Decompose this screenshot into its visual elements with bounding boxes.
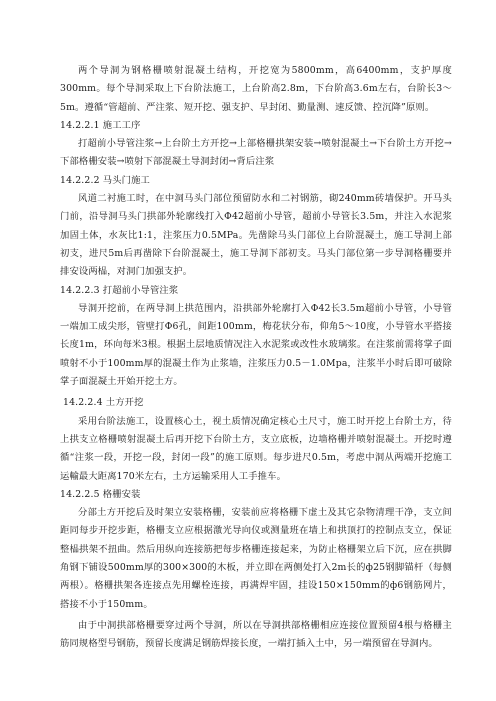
construction-sequence-paragraph: 打超前小导管注浆→上台阶土方开挖→上部格栅拱架安装→喷射混凝土→下台阶土方开挖→下部格栅安装→喷射下部混凝土导洞封闭→背后注浆 bbox=[60, 138, 452, 168]
section-heading-horsehead-door: 14.2.2.2 马头门施工 bbox=[60, 174, 150, 186]
section-heading-grid-installation: 14.2.2.5 格栅安装 bbox=[60, 488, 141, 500]
middle-tunnel-grid-paragraph: 由于中洞拱部格栅要穿过两个导洞，所以在导洞拱部格栅相应连接位置预留4根与格栅主筋同规格型号钢筋，预留长度满足钢筋焊接长度，一端打插入土中，另一端预留在导洞内。 bbox=[60, 619, 452, 650]
grid-installation-paragraph: 分部土方开挖后及时架立安装格栅，安装前应将格栅下虚土及其它杂物清理干净，支立间距同每步开挖步距，格栅支立应根据激光导向仪或测量班在墙上和拱顶打的控制点支立，保证整榀拱架不扭曲。然后用纵向连接筋把每步格栅连接起来，为防止格栅架立后下沉，应在拱脚角钢下铺设500mm厚的300×300的木板，并立即在两侧处打入2m长的ф25钢脚锚杆（每侧两根）。格栅拱架各连接点先用螺栓连接，再满焊牢固，挂设150×150mm的ф6钢筋网片，搭接不小于150mm。 bbox=[60, 507, 452, 610]
horsehead-door-paragraph: 风道二衬施工时，在中洞马头门部位预留防水和二衬钢筋，砌240mm砖墙保护。开马头门前，沿导洞马头门拱部外轮廓线打入Φ42超前小导管，超前小导管长3.5m，并注入水泥浆加固土体，水灰比1:1，注浆压力0.5MPa。先凿除马头门部位上台阶混凝土，施工导洞上部初支，进尺5m后再凿除下台阶混凝土，施工导洞下部初支。马头门部位第一步导洞格栅要并排安设两榀，对洞门加强支护。 bbox=[60, 193, 452, 278]
section-heading-advance-pipe-grouting: 14.2.2.3 打超前小导管注浆 bbox=[60, 284, 179, 296]
earth-excavation-paragraph: 采用台阶法施工，设置核心土，视土质情况确定核心土尺寸，施工时开挖上台阶土方，待上拱支立格栅喷射混凝土后再开挖下台阶土方，支立底板，边墙格栅并喷射混凝土。开挖时遵循“注浆一段，开挖一段，封闭一段”的施工原则。每步进尺0.5m，考虑中洞从两端开挖施工运輸最大距离170米左右，土方运输采用人工手推车。 bbox=[60, 415, 452, 482]
section-heading-earth-excavation: 14.2.2.4 土方开挖 bbox=[63, 397, 144, 409]
section-heading-construction-sequence: 14.2.2.1 施工工序 bbox=[60, 119, 141, 131]
advance-pipe-grouting-paragraph: 导洞开挖前，在两导洞上拱范围内，沿拱部外轮廓打入Φ42长3.5m超前小导管，小导管一端加工成尖形，管壁打Φ6孔，间距100mm，梅花状分布，仰角5～10度，小导管水平搭接长度1m，环向每米3根。根据土层地质情况注入水泥浆或改性水玻璃浆。在注浆前需将掌子面喷射不小于100mm厚的混凝土作为止浆墙，注浆压力0.5－1.0Mpa，注浆半小时后即可破除掌子面混凝土开始开挖土方。 bbox=[60, 302, 452, 388]
intro-paragraph: 两个导洞为钢格栅喷射混凝土结构，开挖宽为5800mm，高6400mm，支护厚度300mm。每个导洞采取上下台阶法施工，上台阶高2.8m，下台阶高3.6m左右，台阶长3～5m。遵循“管超前、严注浆、短开挖、强支护、早封闭、勤量测、速反馈、控沉降”原则。 bbox=[60, 65, 452, 113]
